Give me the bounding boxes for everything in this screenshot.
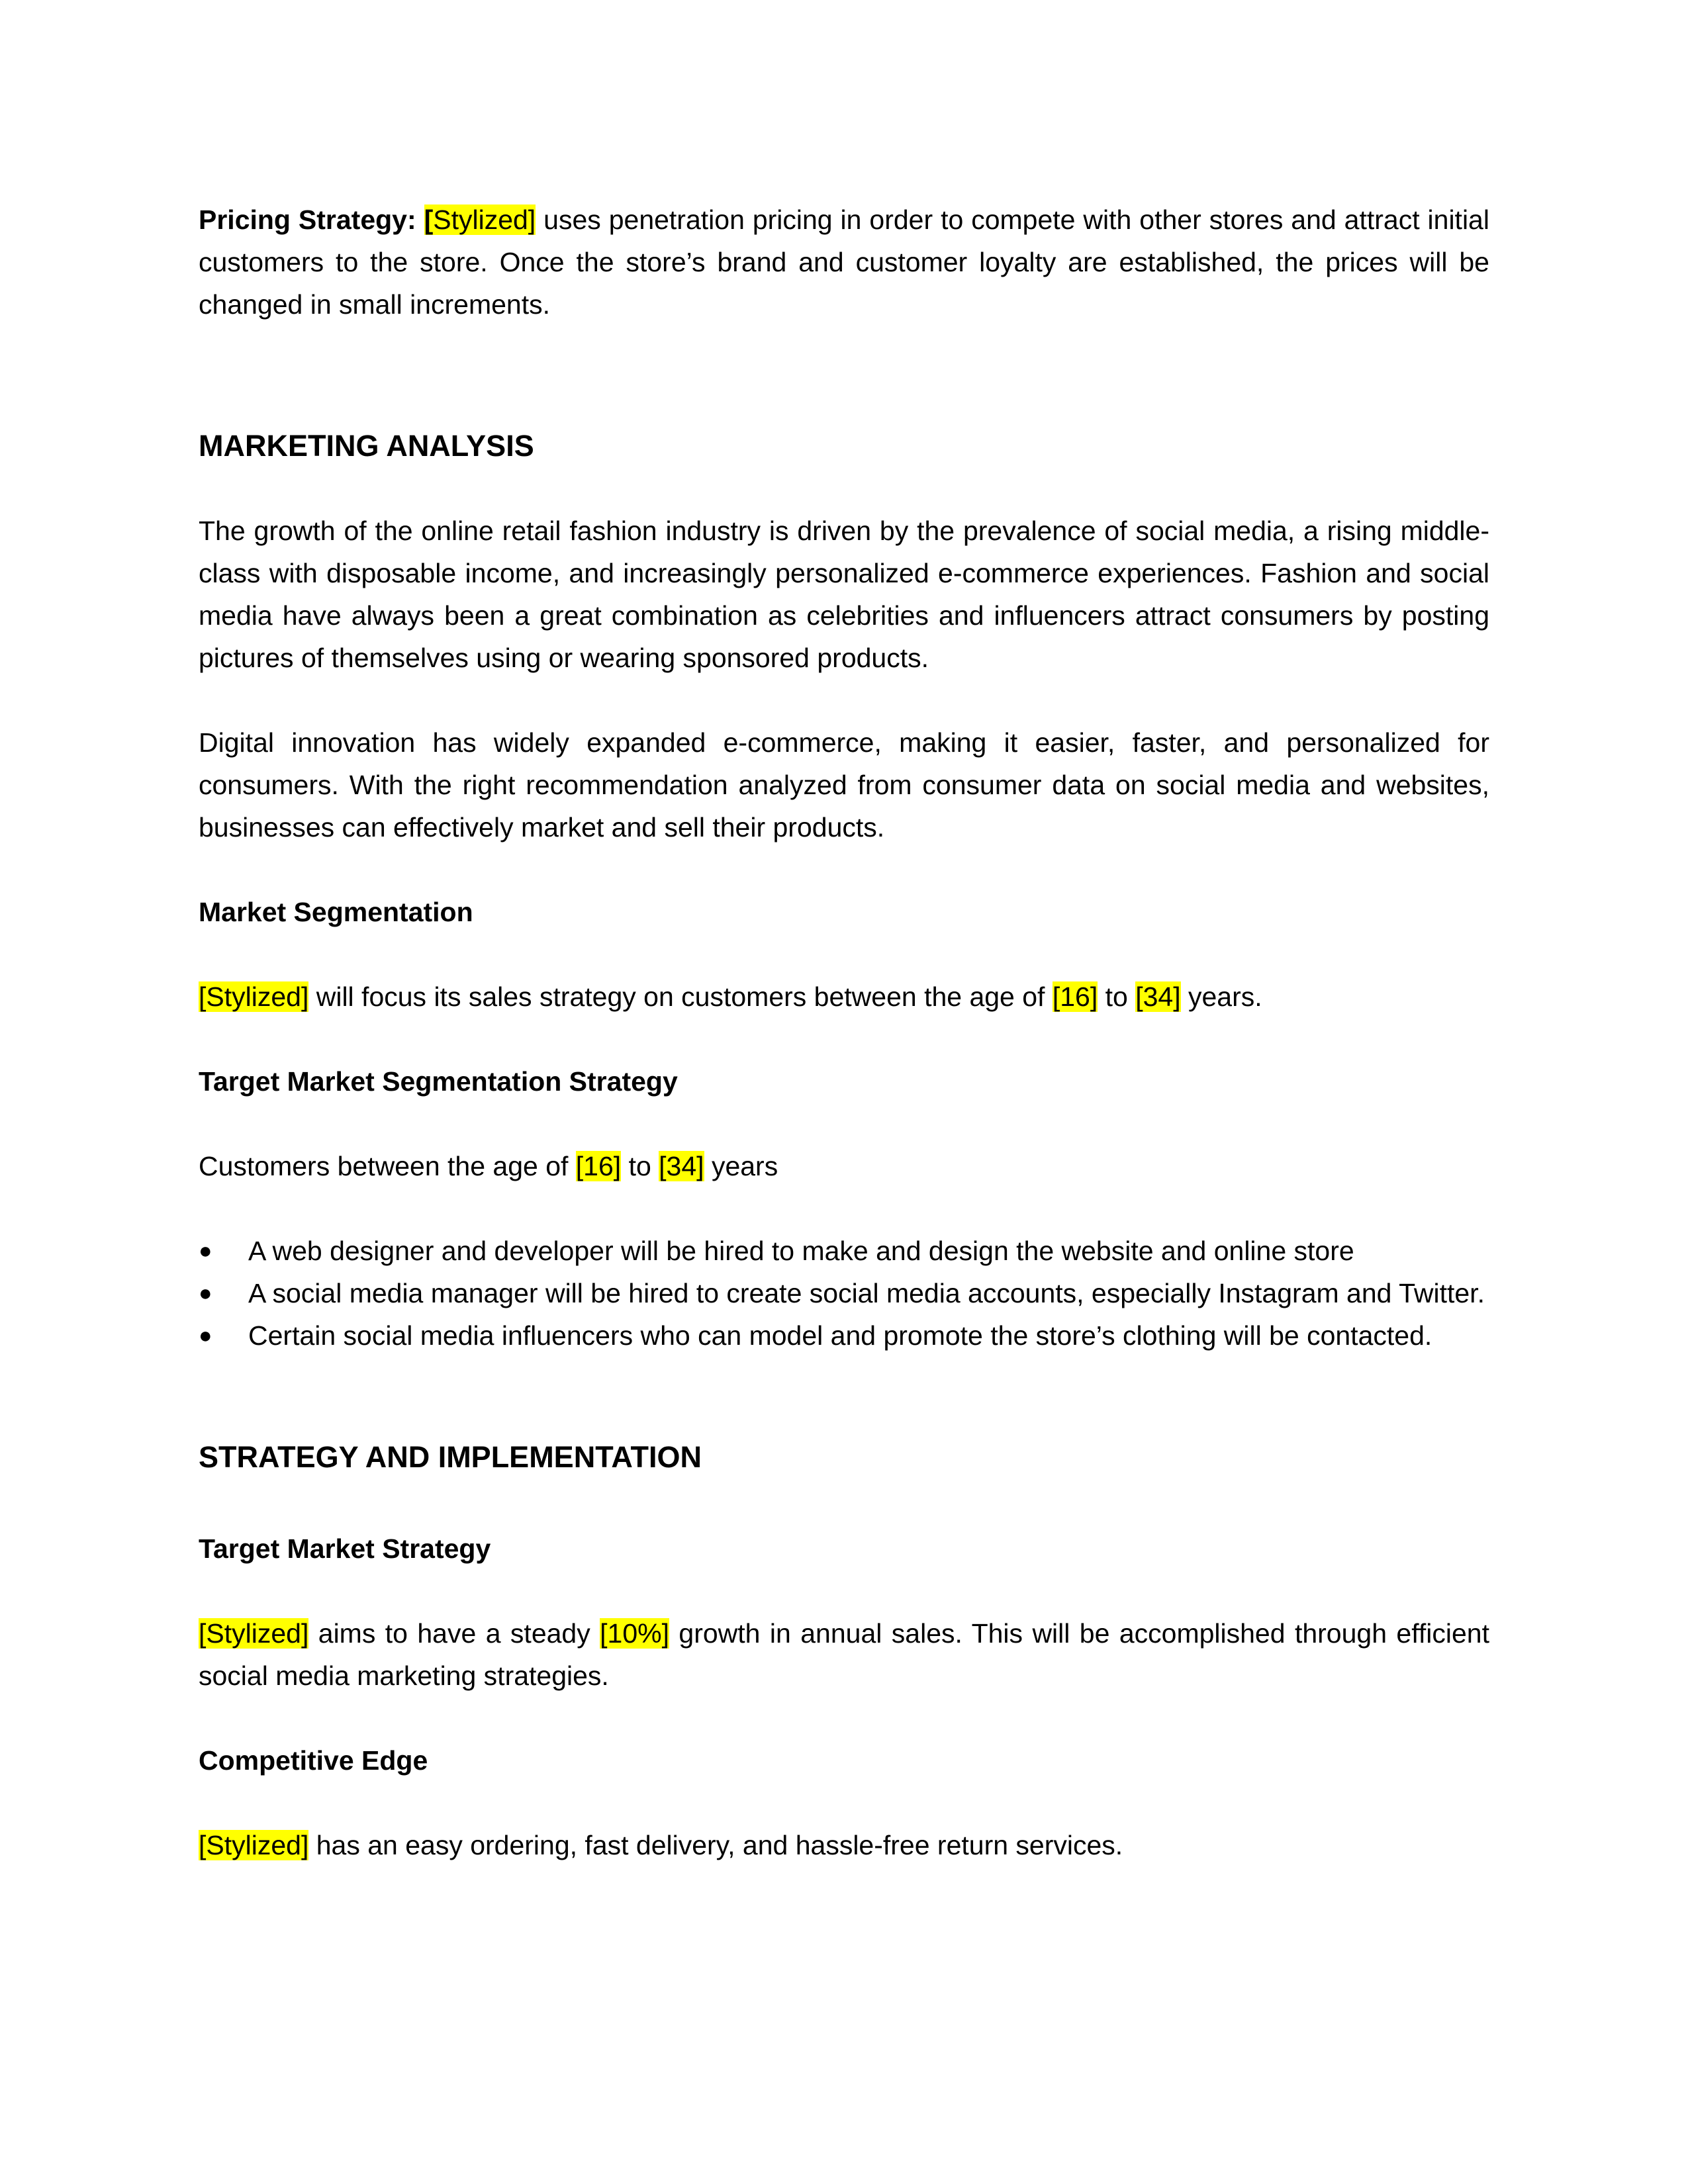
edge-text: has an easy ordering, fast delivery, and hassle-free return services. [308,1830,1123,1860]
pricing-brand-placeholder: Stylized] [433,205,536,235]
strategy-brand-placeholder: [Stylized] [199,1618,309,1649]
pricing-strategy-text: uses penetration pricing in order to compete with other stores and attract initial customers to the store. Once the store’s brand and customer loyalty are established, the prices will be changed in small increments. [199,205,1489,320]
market-segmentation-heading: Market Segmentation [199,897,473,927]
target-age-min: [16] [575,1151,622,1181]
target-age-max: [34] [659,1151,704,1181]
bullet-icon: ● [199,1323,212,1348]
segmentation-to: to [1098,981,1136,1012]
strategy-text-2: growth in annual sales. This will be accomplished through efficient social media marketing strategies. [199,1618,1489,1691]
bullet-text: A web designer and developer will be hired to make and design the website and online store [248,1236,1354,1266]
bullet-icon: ● [199,1238,212,1263]
growth-rate-placeholder: [10%] [600,1618,669,1649]
pricing-strategy-paragraph [199,199,1489,326]
competitive-edge-heading: Competitive Edge [199,1745,428,1776]
document-page [199,199,1489,1866]
market-segmentation-paragraph [199,976,1489,1018]
segmentation-age-min: [16] [1052,981,1098,1012]
segmentation-text-1: will focus its sales strategy on customers between the age of [308,981,1053,1012]
pricing-brand-bracket: [ [424,205,434,235]
target-intro-text-2: years [704,1151,778,1181]
edge-brand-placeholder: [Stylized] [199,1830,309,1860]
list-item [199,1272,1489,1314]
bullet-icon: ● [199,1281,212,1306]
target-segmentation-heading: Target Market Segmentation Strategy [199,1066,678,1097]
segmentation-age-max: [34] [1135,981,1181,1012]
segmentation-brand-placeholder: [Stylized] [199,981,309,1012]
list-item [199,1314,1489,1357]
competitive-edge-paragraph [199,1824,1489,1866]
marketing-analysis-heading: MARKETING ANALYSIS [199,429,534,463]
pricing-strategy-label: Pricing Strategy: [199,205,416,235]
target-market-strategy-paragraph [199,1612,1489,1697]
target-market-strategy-heading: Target Market Strategy [199,1533,491,1564]
marketing-analysis-paragraph-2: Digital innovation has widely expanded e-commerce, making it easier, faster, and personalized for consumers. With the right recommendation analyzed from consumer data on social media and websites, businesses can effectively market and sell their products. [199,727,1489,842]
target-intro-text-1: Customers between the age of [199,1151,576,1181]
bullet-text: Certain social media influencers who can model and promote the store’s clothing will be contacted. [248,1320,1432,1351]
segmentation-text-2: years. [1180,981,1262,1012]
bullet-text: A social media manager will be hired to create social media accounts, especially Instagram and Twitter. [248,1278,1485,1308]
marketing-analysis-paragraph-1: The growth of the online retail fashion industry is driven by the prevalence of social media, a rising middle-class with disposable income, and increasingly personalized e-commerce experiences. Fashion and social media have always been a great combination as celebrities and influencers attract consumers by posting pictures of themselves using or wearing sponsored products. [199,516,1489,673]
target-to: to [621,1151,659,1181]
strategy-text-1: aims to have a steady [308,1618,600,1649]
target-segmentation-intro [199,1145,1489,1187]
target-strategy-bullet-list [199,1230,1489,1357]
strategy-implementation-heading: STRATEGY AND IMPLEMENTATION [199,1440,702,1474]
list-item [199,1230,1489,1272]
